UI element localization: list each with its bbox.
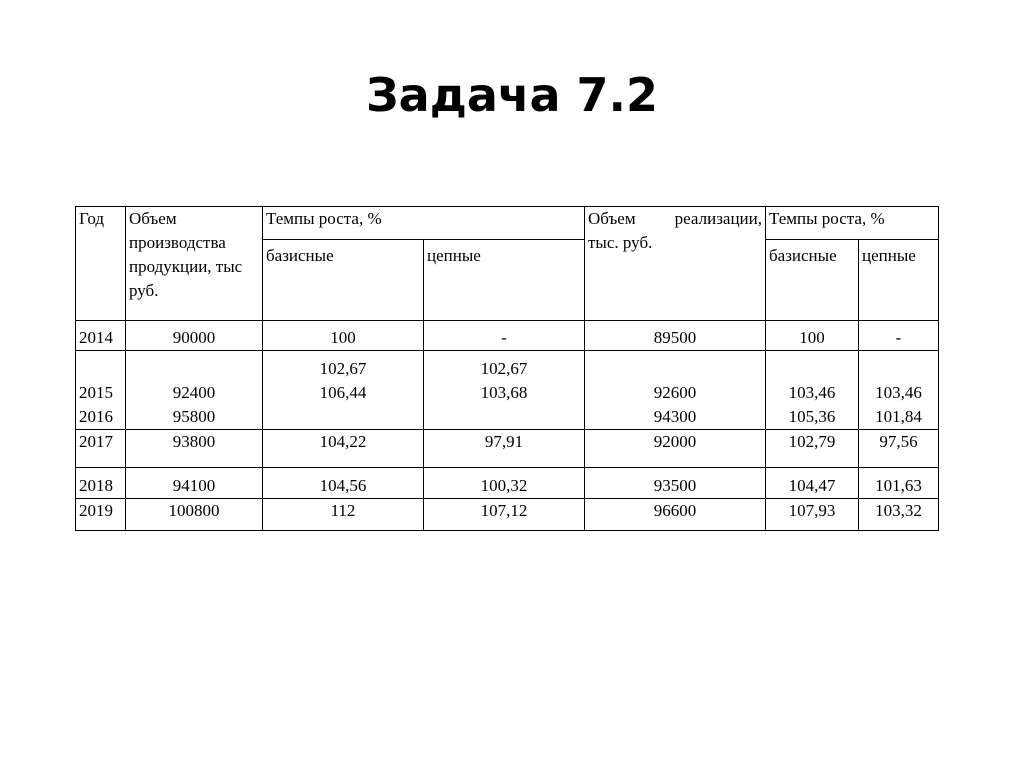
subheader-basic-sales: базисные: [766, 240, 859, 321]
cell-prod-chain: -: [424, 321, 585, 351]
cell-line: [427, 405, 581, 429]
cell-prod-chain: [424, 351, 585, 430]
cell-prod-basic: 104,22: [263, 430, 424, 468]
cell-line: 95800: [172, 407, 216, 426]
cell-production: 100800: [126, 499, 263, 531]
cell-line: [769, 357, 855, 381]
cell-year: 2018: [76, 468, 126, 499]
cell-line: 101,84: [875, 407, 922, 426]
cell-sales-chain: [859, 351, 939, 430]
cell-sales-chain: 97,56: [859, 430, 939, 468]
cell-production: 93800: [126, 430, 263, 468]
cell-line: 102,67: [480, 359, 528, 378]
cell-line: [588, 357, 762, 381]
cell-sales: 93500: [585, 468, 766, 499]
cell-sales: 89500: [585, 321, 766, 351]
table-row: [76, 430, 939, 468]
header-year: Год: [76, 207, 126, 321]
header-sales-volume: Объем реализации, тыс. руб.: [585, 207, 766, 321]
cell-prod-chain: 100,32: [424, 468, 585, 499]
cell-production: 94100: [126, 468, 263, 499]
cell-sales-basic: 100: [766, 321, 859, 351]
cell-sales-basic: 104,47: [766, 468, 859, 499]
cell-sales-chain: -: [859, 321, 939, 351]
cell-production: [126, 351, 263, 430]
header-growth-rates-sales: Темпы роста, %: [766, 207, 939, 240]
table-row: [76, 468, 939, 499]
cell-line: 94300: [653, 407, 697, 426]
table-row: [76, 351, 939, 430]
cell-line: 103,46: [788, 383, 836, 402]
cell-year: 2014: [76, 321, 126, 351]
cell-sales: [585, 351, 766, 430]
cell-line: 2015: [79, 383, 113, 402]
cell-line: 103,46: [875, 383, 922, 402]
cell-prod-chain: 97,91: [424, 430, 585, 468]
table-row: [76, 321, 939, 351]
subheader-chain-production: цепные: [424, 240, 585, 321]
cell-year: [76, 351, 126, 430]
subheader-chain-sales: цепные: [859, 240, 939, 321]
cell-sales: 92000: [585, 430, 766, 468]
cell-prod-chain: 107,12: [424, 499, 585, 531]
cell-sales-basic: 102,79: [766, 430, 859, 468]
cell-prod-basic: 100: [263, 321, 424, 351]
cell-prod-basic: 112: [263, 499, 424, 531]
cell-line: 92400: [172, 383, 216, 402]
cell-line: 92600: [653, 383, 697, 402]
growth-rates-table: [75, 206, 939, 531]
cell-line: [266, 405, 420, 429]
cell-line: [129, 357, 259, 381]
cell-sales: 96600: [585, 499, 766, 531]
cell-sales-chain: 101,63: [859, 468, 939, 499]
cell-prod-basic: [263, 351, 424, 430]
cell-line: 102,67: [319, 359, 367, 378]
cell-year: 2019: [76, 499, 126, 531]
header-production-volume: Объем производства продукции, тыс руб.: [126, 207, 263, 321]
subheader-basic-production: базисные: [263, 240, 424, 321]
cell-year: 2017: [76, 430, 126, 468]
cell-line: 2016: [79, 407, 113, 426]
cell-line: [862, 357, 935, 381]
cell-production: 90000: [126, 321, 263, 351]
cell-sales-chain: 103,32: [859, 499, 939, 531]
slide-title: Задача 7.2: [365, 68, 659, 122]
table-header-row: [76, 207, 939, 240]
cell-line: 106,44: [319, 383, 367, 402]
table-row: [76, 499, 939, 531]
cell-line: [79, 357, 122, 381]
cell-line: 105,36: [788, 407, 836, 426]
header-growth-rates-production: Темпы роста, %: [263, 207, 585, 240]
cell-line: 103,68: [480, 383, 528, 402]
cell-prod-basic: 104,56: [263, 468, 424, 499]
cell-sales-basic: 107,93: [766, 499, 859, 531]
cell-sales-basic: [766, 351, 859, 430]
